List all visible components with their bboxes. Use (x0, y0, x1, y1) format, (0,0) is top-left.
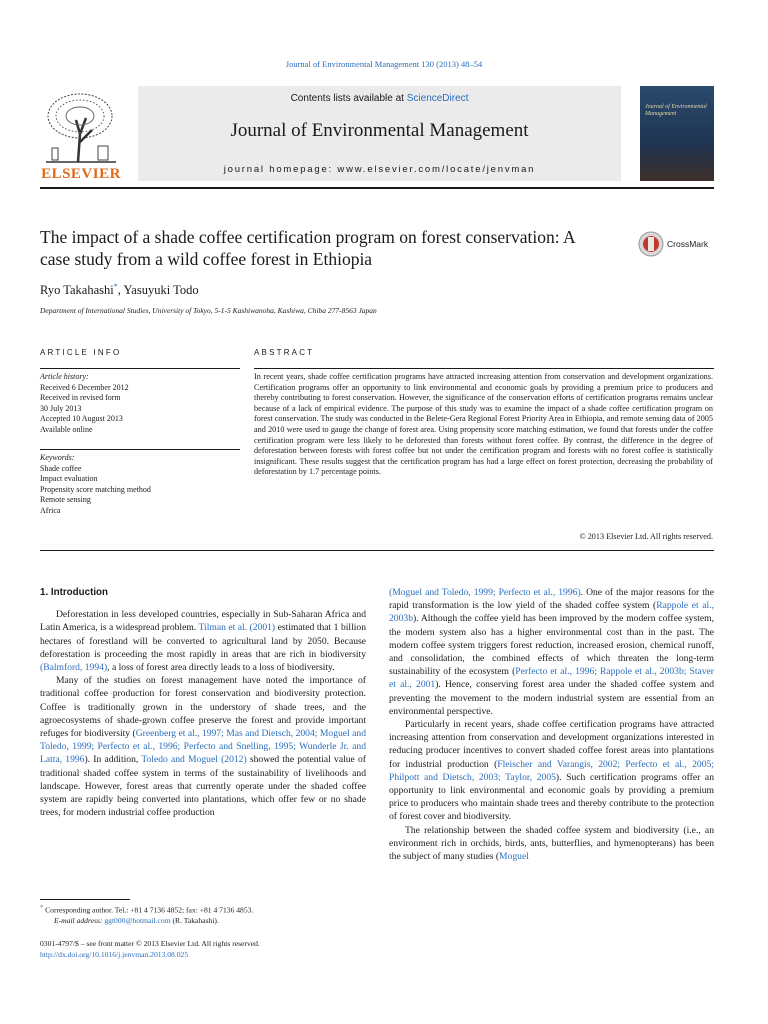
citation-link[interactable]: Fleischer and Varangis, 2002; Perfecto et al., 2005; Philpott and Dietsch, 2003; Taylor, 2005 (389, 758, 714, 783)
citation-link[interactable]: Rappole et al., 2003b (389, 600, 714, 625)
footnote-line: * Corresponding author. Tel.: +81 4 7136 4852; fax: +81 4 7136 4853. (40, 904, 254, 915)
author-name: Yasuyuki Todo (123, 283, 199, 298)
keyword: Impact evaluation (40, 474, 98, 484)
sciencedirect-link[interactable]: ScienceDirect (406, 93, 469, 104)
keywords-divider (40, 449, 240, 450)
citation-link[interactable]: (Moguel and Toledo, 1999; Perfecto et al., 1996) (389, 587, 581, 598)
journal-title: Journal of Environmental Management (230, 120, 529, 141)
citation-link[interactable]: Greenberg et al., 1997; Mas and Dietsch, 2004; Moguel and Toledo, 1999; Perfecto et al., 1996; Perfecto and Snelling, 1995; Wunderle Jr. and Latta, 1996 (40, 728, 366, 766)
section-heading-introduction: 1. Introduction (40, 587, 109, 598)
contents-availability (138, 93, 621, 104)
contents-prefix: Contents lists available at (290, 93, 407, 104)
cover-title: Journal of Environmental Management (645, 104, 707, 117)
body-column-left (40, 586, 366, 819)
body-paragraph: Many of the studies on forest management have noted the importance of traditional coffee production for forest conservation and biodiversity protection. Coffee is traditionally grown in the understory of shade trees, and the agroecosystems of shade-grown coffee preserve the forest and provide important refuges for biodiversity (Greenberg et al., 1997; Mas and Dietsch, 2004; Moguel and Toledo, 1999; Perfecto et al., 1996; Perfecto and Snelling, 1995; Wunderle Jr. and Latta, 1996). In addition, Toledo and Moguel (2012) showed the potential value of traditional shaded coffee system in terms of the sustainability of livelihoods and landscape. However, forest areas that currently operate under the shaded coffee system are rapidly being converted into plantations, which offer few or no shade trees, for modern industrial coffee production (40, 675, 366, 819)
authors (40, 282, 199, 298)
email-link[interactable]: ggt000@hotmail.com (104, 916, 171, 926)
keywords-list (40, 453, 240, 517)
article-info-heading: ARTICLE INFO (40, 348, 122, 357)
keyword: Propensity score matching method (40, 484, 151, 494)
keywords-label: Keywords: (40, 453, 75, 462)
abstract-heading: ABSTRACT (254, 348, 315, 357)
article-info-divider (40, 368, 240, 369)
citation-link[interactable]: Tilman et al. (2001) (198, 622, 276, 634)
header-divider (40, 187, 714, 189)
citation-link[interactable]: (Balmford, 1994) (40, 662, 108, 674)
citation-link[interactable]: Moguel (499, 851, 529, 863)
elsevier-wordmark: ELSEVIER (41, 166, 121, 182)
history-line: 30 July 2013 (40, 403, 82, 413)
footnote-divider (40, 899, 130, 900)
keyword: Africa (40, 505, 61, 515)
keyword: Remote sensing (40, 495, 91, 505)
affiliation: Department of International Studies, University of Tokyo, 5-1-5 Kashiwanoha, Kashiwa, Chiba 277-8563 Japan (40, 306, 377, 315)
history-label: Article history: (40, 372, 89, 381)
crossmark-badge[interactable] (638, 230, 718, 258)
author-name: Ryo Takahashi (40, 283, 114, 298)
article-title: The impact of a shade coffee certification program on forest conservation: A case study from a wild coffee forest in Ethiopia (40, 227, 575, 269)
journal-reference[interactable]: Journal of Environmental Management 130 (2013) 48–54 (285, 59, 483, 69)
journal-cover-image[interactable] (640, 86, 714, 181)
body-paragraph: (Moguel and Toledo, 1999; Perfecto et al., 1996). One of the major reasons for the rapid transformation is the low yield of the shaded coffee system (Rappole et al., 2003b). Although the coffee yield has been improved by the modern coffee system, the modern system also has a higher environmental cost than in the past. The modern coffee system triggers forest reduction, increased erosion, chemical runoff, and consolidation, the combined effects of which threaten the long-term sustainability of the ecosystem (Perfecto et al., 1996; Rappole et al., 2003b; Staver et al., 2001). Hence, conserving forest area under the shaded coffee system and preventing the movement to the modern industrial system are essential from an environmental perspective. (389, 587, 714, 717)
history-line: Available online (40, 424, 93, 434)
journal-homepage[interactable]: journal homepage: www.elsevier.com/locate/jenvman (223, 164, 536, 175)
front-matter (40, 938, 366, 960)
body-paragraph: Deforestation in less developed countries, especially in Sub-Saharan Africa and Latin America, is a widespread problem. Tilman et al. (2001) estimated that 1 billion hectares of forestland will be converted to agricultural land by 2050. Because deforestation is proceeding the most rapidly in areas that are rich in biodiversity (Balmford, 1994), a loss of forest area directly leads to a loss of biodiversity. (40, 609, 367, 674)
corresponding-author-mark[interactable]: * (113, 282, 118, 291)
abstract-text: In recent years, shade coffee certification programs have attracted increasing attention from conservation and development organizations. Certification programs offer an opportunity to link environmental and economic goals by providing a premium price to producers and thereby contributing to forest conservation. However, the significance of the conservation efforts of certification programs remains unclear because of a lack of empirical evidence. The purpose of this study was to examine the impact of a shade coffee certification program on forest conservation. The study was conducted in the Belete-Gera Regional Forest Priority Area in Ethiopia, and remote sensing data of 2005 and 2010 were used to gauge the change of forest area. Using propensity score matching estimation, we found that forests under the coffee certification program were less likely to be deforested than forests without forest coffee. By contrast, the difference in the degree of deforestation between forests with forest coffee but not under the certification program and forests with no forest coffee is statistically insignificant. These results suggest that the certification program has had a large effect on forest protection, decreasing the probability of deforestation by 1.7 percentage points. (254, 372, 713, 477)
footnote (40, 903, 366, 927)
body-paragraph: The relationship between the shaded coffee system and biodiversity (i.e., an environment rich in orchids, birds, ants, butterflies, and hymenopterans) has been the subject of many studies (Moguel (389, 824, 714, 863)
history-line: Received in revised form (40, 393, 121, 403)
doi-link[interactable]: http://dx.doi.org/10.1016/j.jenvman.2013.08.025 (40, 950, 189, 959)
abstract-divider (254, 368, 714, 369)
body-paragraph: Particularly in recent years, shade coffee certification programs have attracted increasing attention from conservation and development organizations interested in reducing producer incentives to convert shaded coffee forest areas into plantations for industrial production (Fleischer and Varangis, 2002; Perfecto et al., 2005; Philpott and Dietsch, 2003; Taylor, 2005). Such certification programs offer an opportunity to link environmental and economic goals by providing a premium price to producers who maintain shade trees and thereby contribute to the protection of forest cover and biodiversity. (389, 719, 714, 823)
citation-link[interactable]: Toledo and Moguel (2012) (141, 754, 247, 766)
author-separator: , (117, 283, 124, 298)
history-line: Received 6 December 2012 (40, 382, 129, 392)
footnote-mark: * (40, 904, 44, 911)
article-history (40, 372, 240, 436)
history-line: Accepted 10 August 2013 (40, 414, 123, 424)
keyword: Shade coffee (40, 463, 82, 473)
abstract-bottom-divider (40, 550, 714, 551)
crossmark-label: CrossMark (667, 239, 709, 249)
citation-link[interactable]: Perfecto et al., 1996; Rappole et al., 2003b; Staver et al., 2001 (389, 666, 714, 691)
abstract-copyright: © 2013 Elsevier Ltd. All rights reserved. (579, 532, 713, 541)
footnote-email-line: E-mail address: ggt000@hotmail.com (R. Takahashi). (54, 916, 219, 926)
issn-line: 0301-4797/$ – see front matter © 2013 Elsevier Ltd. All rights reserved. (40, 939, 260, 948)
body-column-right (389, 586, 714, 863)
